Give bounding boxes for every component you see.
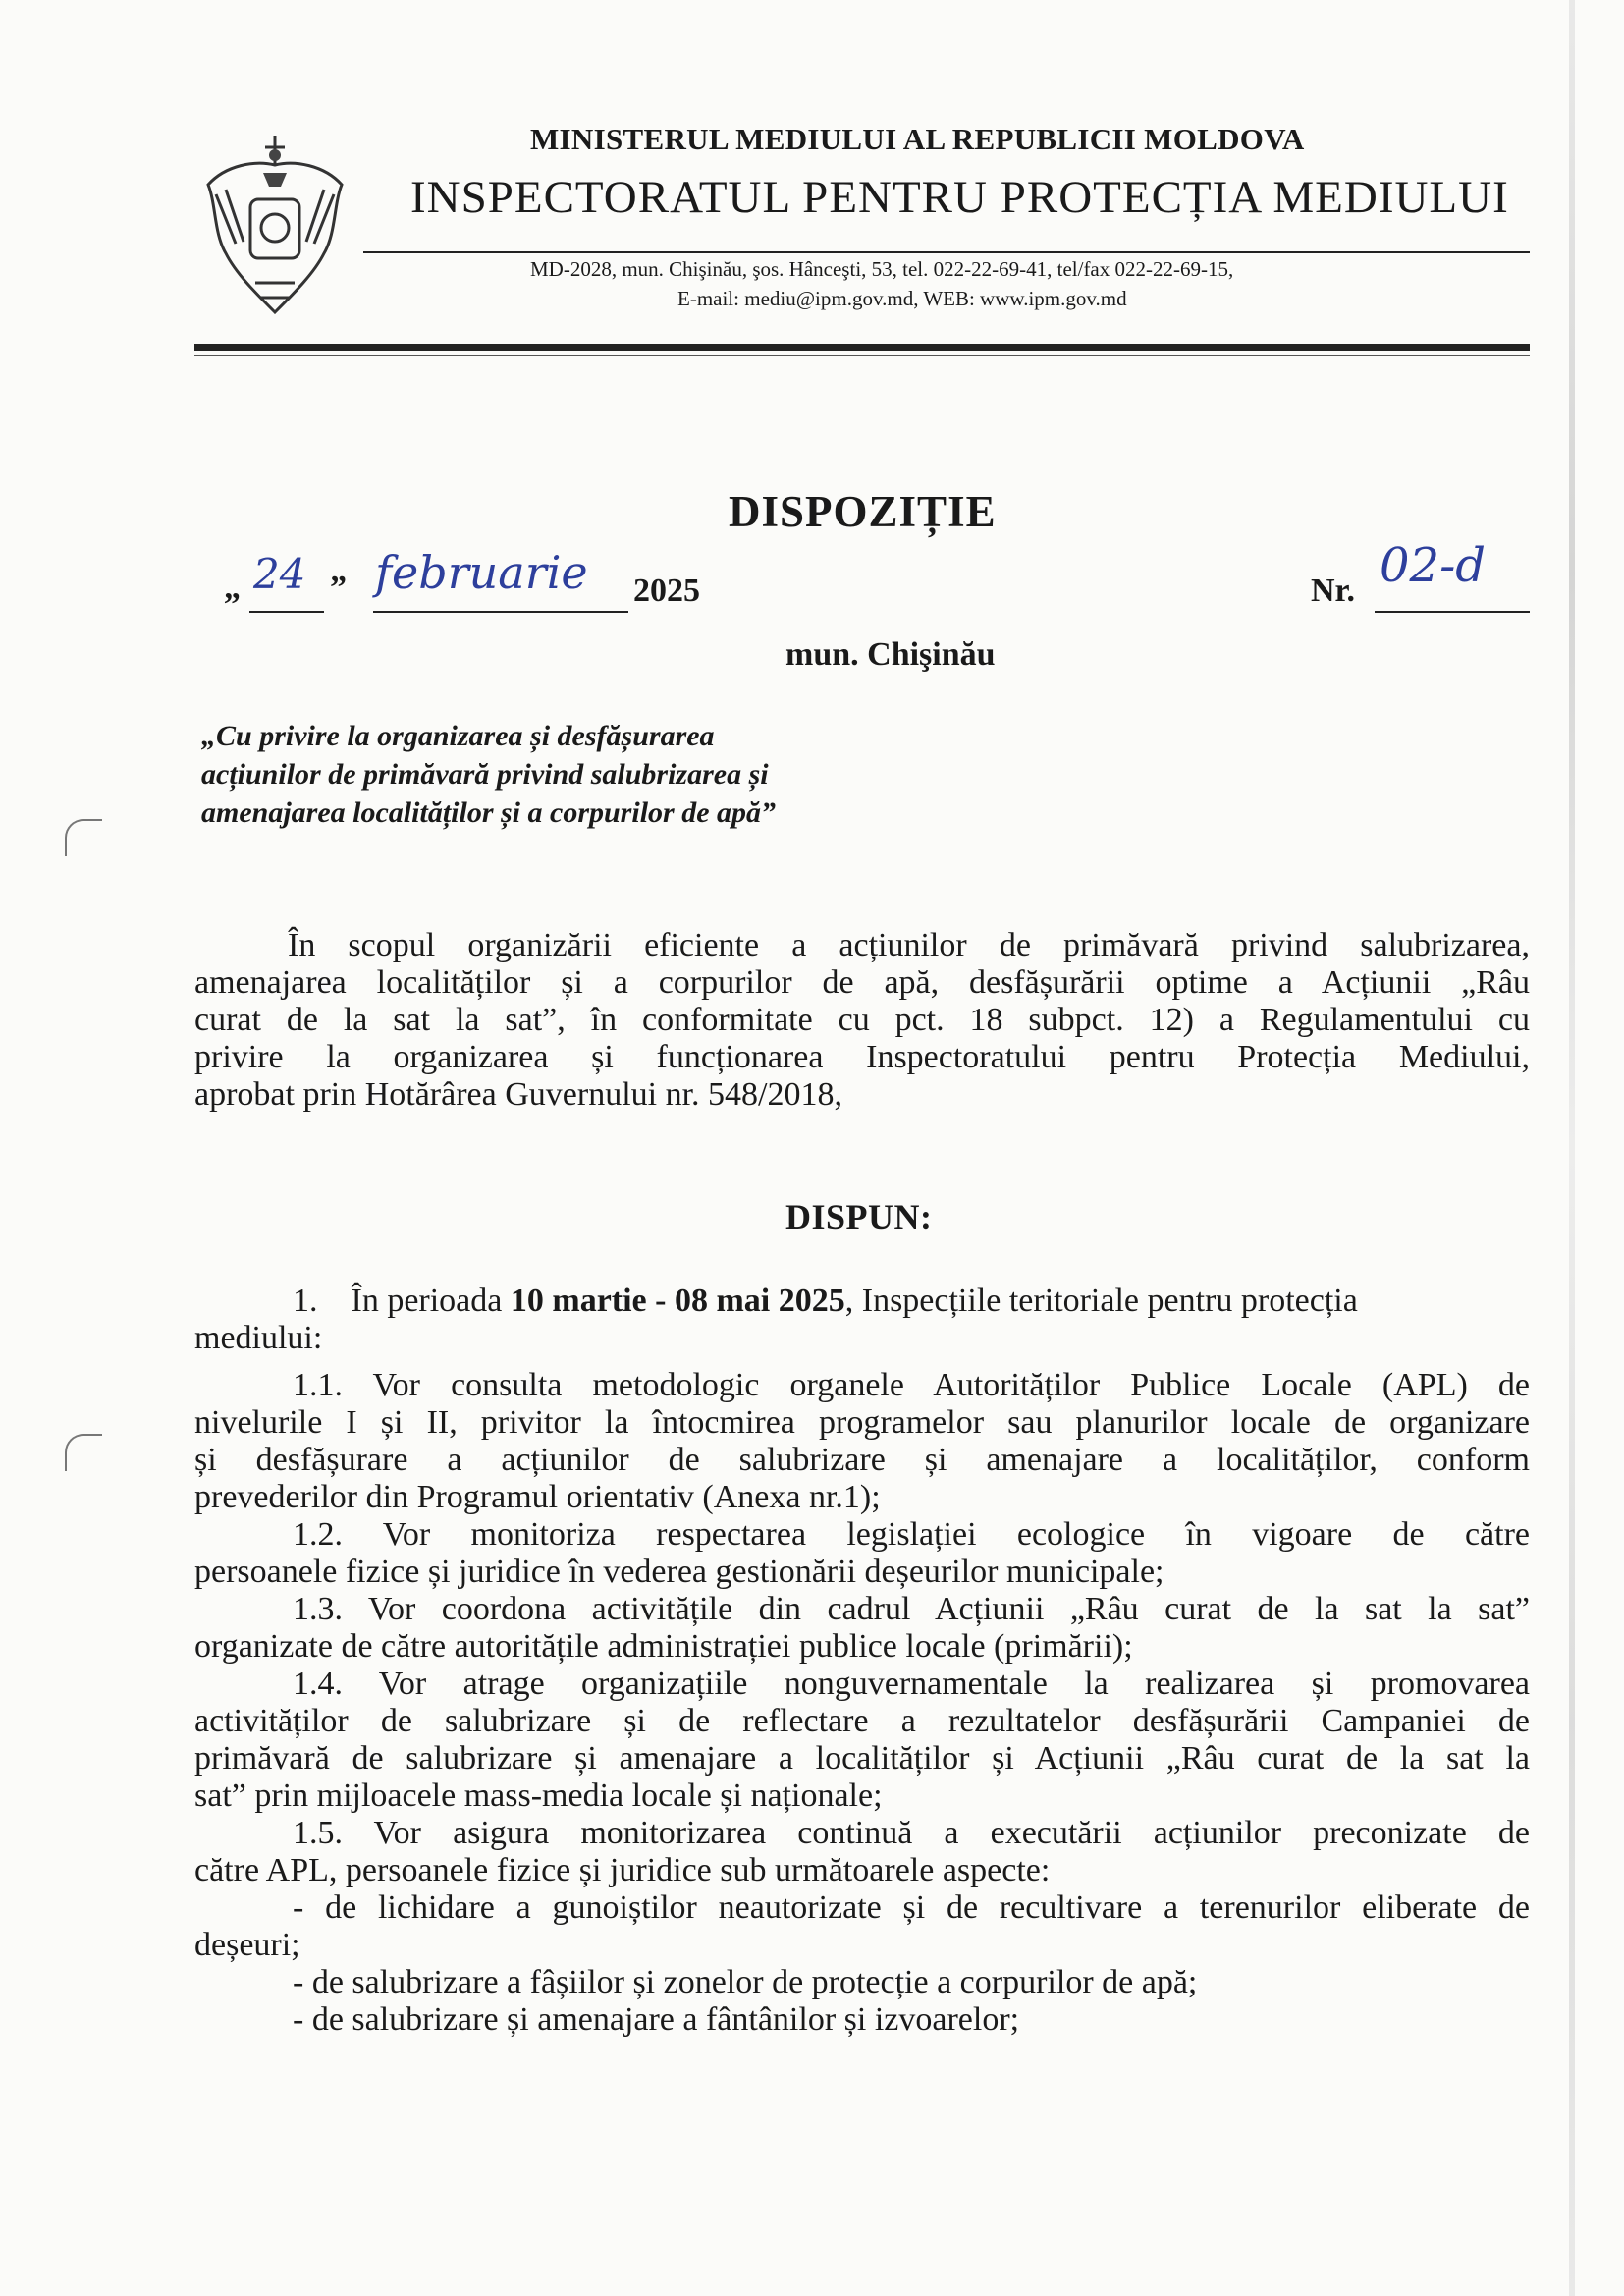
bullet-line: - de salubrizare a fâșiilor și zonelor de protecție a corpurilor de apă;	[293, 1964, 1198, 2000]
header-divider	[363, 251, 1530, 253]
paragraph-line: aprobat prin Hotărârea Guvernului nr. 548/2018,	[194, 1076, 842, 1113]
contact-line: E-mail: mediu@ipm.gov.md, WEB: www.ipm.gov.md	[677, 287, 1127, 310]
inspectorate-name: INSPECTORATUL PENTRU PROTECȚIA MEDIULUI	[410, 172, 1509, 223]
subitem-1-3-line: organizate de către autoritățile administrației publice locale (primării);	[194, 1628, 1133, 1665]
item-1-first-line	[194, 1283, 1530, 1320]
ministry-name: MINISTERUL MEDIULUI AL REPUBLICII MOLDOVA	[530, 122, 1305, 156]
punch-hole-mark	[65, 819, 102, 856]
subject-line: acțiunilor de primăvară privind salubrizarea și	[201, 758, 769, 791]
date-close-quote: ”	[330, 570, 347, 606]
subitem-1-1-line: 1.1. Vor consulta metodologic organele Autorităților Publice Locale (APL) de	[293, 1367, 1530, 1403]
date-day-line	[249, 611, 324, 613]
item-1-second-line: mediului:	[194, 1320, 323, 1356]
date-open-quote: „	[224, 570, 241, 606]
subject-block	[201, 717, 908, 832]
document-title: DISPOZIȚIE	[729, 487, 997, 536]
subitem-1-4-line: primăvară de salubrizare și amenajare a localităților și Acțiunii „Râu curat de la sat la	[194, 1740, 1530, 1777]
number-line	[1375, 611, 1530, 613]
date-month: februarie	[375, 546, 588, 599]
subitem-1-4-line: 1.4. Vor atrage organizațiile nonguvernamentale la realizarea și promovarea	[293, 1666, 1530, 1702]
subitem-1-2-line: 1.2. Vor monitoriza respectarea legislației ecologice în vigoare de către	[293, 1516, 1530, 1553]
subject-line: amenajarea localităților și a corpurilor de apă”	[201, 796, 777, 829]
date-year: 2025	[633, 573, 700, 609]
paragraph-line: privire la organizarea și funcționarea Inspectoratului pentru Protecția Mediului,	[194, 1039, 1530, 1075]
subitem-1-4-line: activităților de salubrizare și de reflectare a rezultatelor desfășurării Campaniei de	[194, 1703, 1530, 1739]
subitems-block	[194, 1367, 1530, 2039]
bullet-line: - de lichidare a gunoiștilor neautorizate și de recultivare a terenurilor eliberate de	[293, 1889, 1530, 1926]
intro-paragraph	[194, 927, 1530, 1114]
item-1	[194, 1283, 1530, 1357]
subitem-1-1-line: nivelurile I și II, privitor la întocmirea programelor sau planurilor locale de organizare	[194, 1404, 1530, 1441]
paragraph-line: În scopul organizării eficiente a acțiunilor de primăvară privind salubrizarea,	[288, 927, 1530, 963]
paragraph-line: curat de la sat la sat”, în conformitate cu pct. 18 subpct. 12) a Regulamentului cu	[194, 1002, 1530, 1038]
item-period: 10 martie - 08 mai 2025	[510, 1283, 845, 1319]
address-line: MD-2028, mun. Chişinău, şos. Hânceşti, 53, tel. 022-22-69-41, tel/fax 022-22-69-15,	[530, 257, 1234, 281]
header-rule-secondary	[194, 355, 1530, 356]
bullet-line: - de salubrizare și amenajare a fântânilor și izvoarelor;	[293, 2001, 1020, 2038]
item-prefix: În perioada	[351, 1283, 511, 1319]
subitem-1-3-line: 1.3. Vor coordona activitățile din cadrul Acțiunii „Râu curat de la sat la sat”	[293, 1591, 1530, 1627]
subject-line: „Cu privire la organizarea și desfășurarea	[201, 720, 715, 752]
place-of-issue: mun. Chişinău	[785, 636, 996, 673]
coat-of-arms-icon	[196, 126, 353, 322]
scan-edge	[1569, 0, 1575, 2296]
subitem-1-5-line: 1.5. Vor asigura monitorizarea continuă a executării acțiunilor preconizate de	[293, 1815, 1530, 1851]
subitem-1-5-line: către APL, persoanele fizice și juridice sub următoarele aspecte:	[194, 1852, 1051, 1888]
item-number: 1.	[293, 1283, 318, 1319]
subitem-1-2-line: persoanele fizice și juridice în vederea gestionării deșeurilor municipale;	[194, 1554, 1164, 1590]
number-value: 02-d	[1380, 538, 1487, 593]
number-label: Nr.	[1311, 573, 1356, 609]
subitem-1-1-line: și desfășurare a acțiunilor de salubrizare și amenajare a localităților, conform	[194, 1442, 1530, 1478]
punch-hole-mark	[65, 1434, 102, 1471]
paragraph-line: amenajarea localităților și a corpurilor de apă, desfășurării optime a Acțiunii „Râu	[194, 964, 1530, 1001]
header-rule	[194, 344, 1530, 351]
date-month-line	[373, 611, 628, 613]
dispun-heading: DISPUN:	[785, 1197, 933, 1236]
bullet-line: deșeuri;	[194, 1927, 300, 1963]
subitem-1-4-line: sat” prin mijloacele mass-media locale și naționale;	[194, 1777, 883, 1814]
item-suffix: , Inspecțiile teritoriale pentru protecția	[844, 1283, 1358, 1319]
date-day: 24	[253, 550, 306, 598]
subitem-1-1-line: prevederilor din Programul orientativ (Anexa nr.1);	[194, 1479, 881, 1515]
